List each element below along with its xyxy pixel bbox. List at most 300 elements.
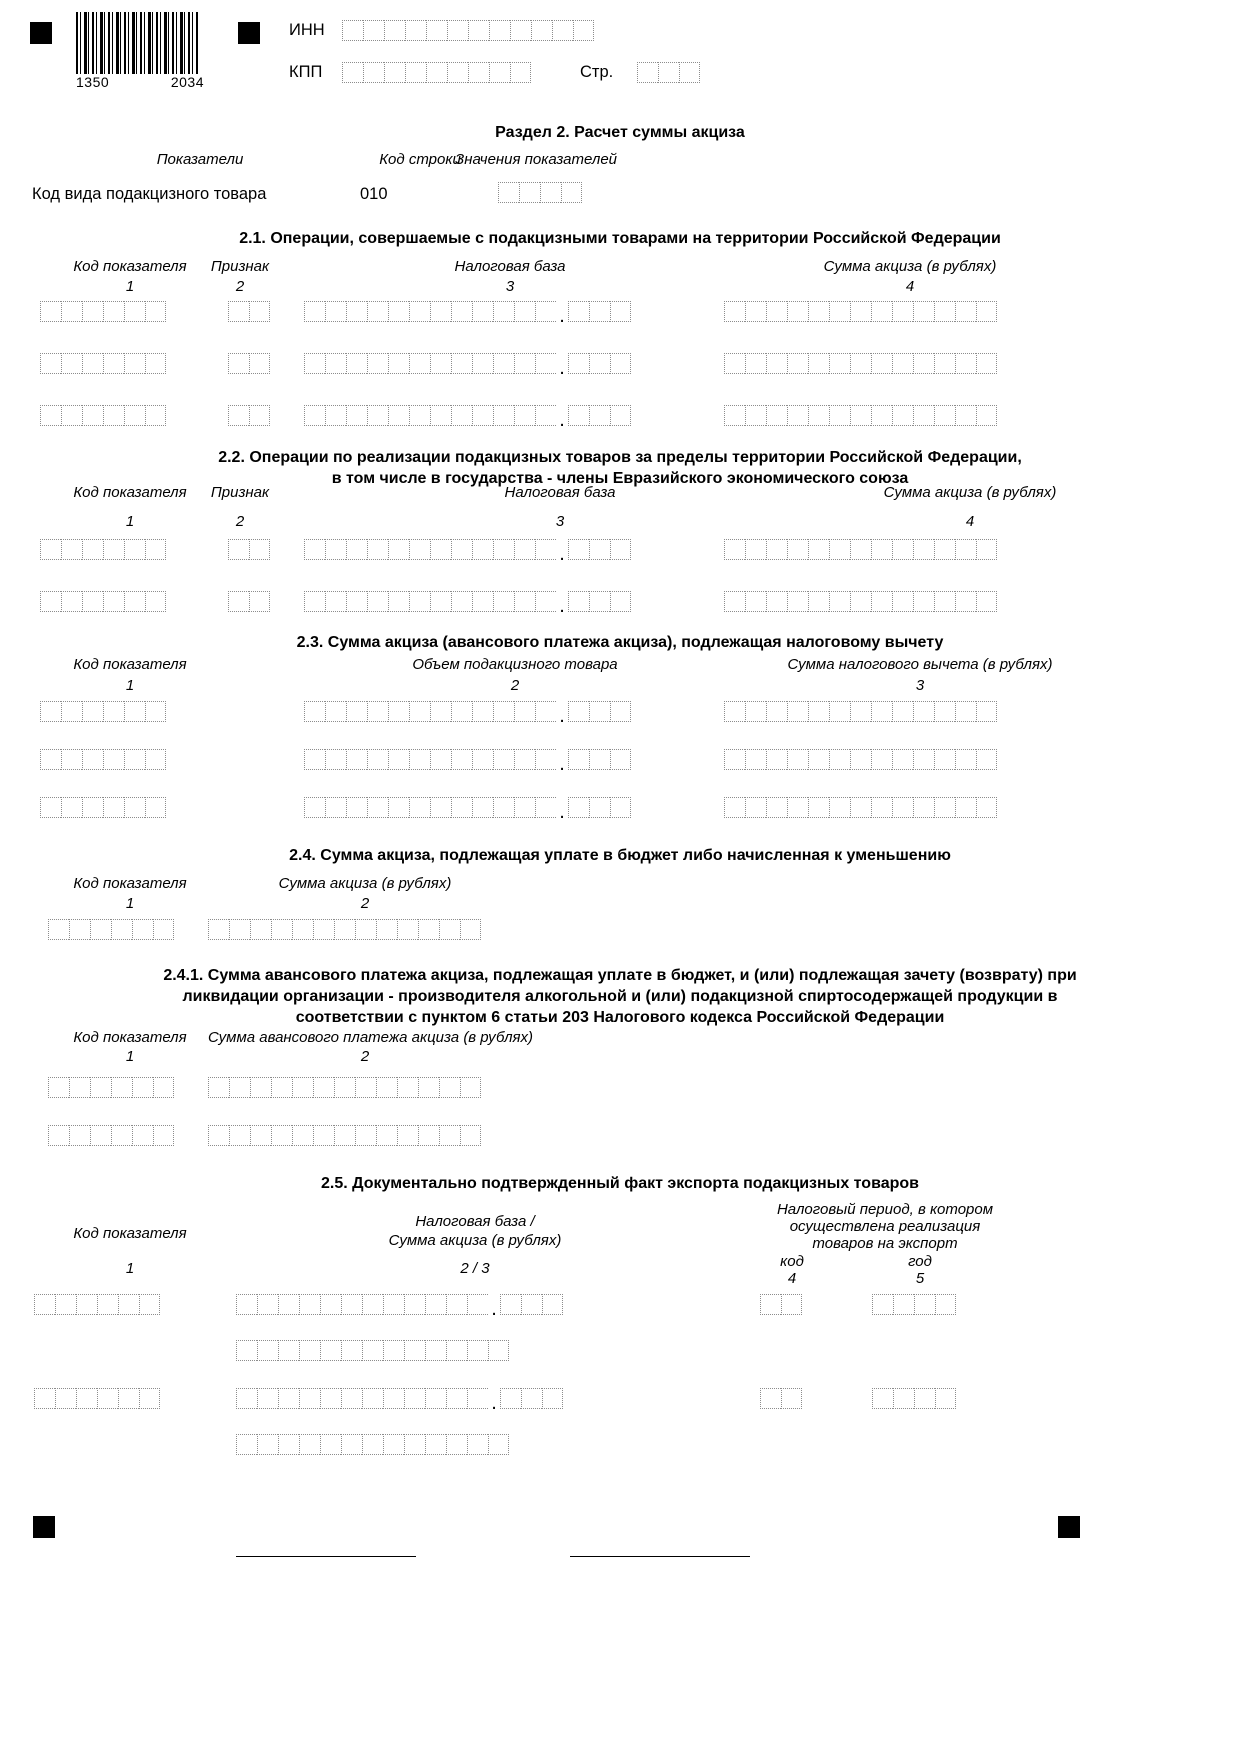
s241-cell[interactable]	[355, 1077, 376, 1098]
s241-cell[interactable]	[208, 1125, 229, 1146]
s21-cell[interactable]	[82, 353, 103, 374]
s22-cell[interactable]	[367, 539, 388, 560]
s23-cell[interactable]	[535, 749, 556, 770]
s21-cell[interactable]	[124, 405, 145, 426]
s21-cell[interactable]	[346, 405, 367, 426]
s22-cell[interactable]	[745, 591, 766, 612]
s25-cell[interactable]	[341, 1388, 362, 1409]
s21-cell[interactable]	[124, 301, 145, 322]
s25-cell[interactable]	[34, 1294, 55, 1315]
page-cell[interactable]	[658, 62, 679, 83]
s22-cell[interactable]	[388, 591, 409, 612]
s24-cell[interactable]	[229, 919, 250, 940]
s22-cell[interactable]	[451, 539, 472, 560]
s22-cell[interactable]	[535, 591, 556, 612]
s22-cell[interactable]	[934, 539, 955, 560]
s25-row-sum[interactable]	[236, 1340, 509, 1361]
s25-cell[interactable]	[872, 1294, 893, 1315]
s23-cell[interactable]	[787, 701, 808, 722]
s21-cell[interactable]	[610, 353, 631, 374]
s25-row-code[interactable]	[34, 1294, 160, 1315]
row-010-cell[interactable]	[540, 182, 561, 203]
s24-cell[interactable]	[48, 919, 69, 940]
s24-cell[interactable]	[208, 919, 229, 940]
s23-cell[interactable]	[451, 701, 472, 722]
inn-cell[interactable]	[573, 20, 594, 41]
s21-row-code[interactable]	[40, 353, 166, 374]
s25-cell[interactable]	[488, 1434, 509, 1455]
s25-cell[interactable]	[935, 1294, 956, 1315]
s21-cell[interactable]	[724, 405, 745, 426]
s23-cell[interactable]	[325, 749, 346, 770]
s22-cell[interactable]	[472, 539, 493, 560]
s23-cell[interactable]	[124, 701, 145, 722]
s25-cell[interactable]	[257, 1388, 278, 1409]
s22-cell[interactable]	[40, 539, 61, 560]
s25-row-code[interactable]	[34, 1388, 160, 1409]
s241-cell[interactable]	[250, 1125, 271, 1146]
inn-cell[interactable]	[468, 20, 489, 41]
s241-cell[interactable]	[132, 1077, 153, 1098]
s21-cell[interactable]	[850, 405, 871, 426]
s24-cell[interactable]	[69, 919, 90, 940]
s21-cell[interactable]	[514, 405, 535, 426]
page-number-input[interactable]	[637, 62, 700, 83]
s23-cell[interactable]	[430, 797, 451, 818]
s23-cell[interactable]	[850, 701, 871, 722]
s21-cell[interactable]	[103, 405, 124, 426]
s23-row-volume[interactable]	[304, 797, 631, 823]
s21-cell[interactable]	[145, 405, 166, 426]
s22-cell[interactable]	[388, 539, 409, 560]
s25-cell[interactable]	[404, 1294, 425, 1315]
s23-cell[interactable]	[934, 749, 955, 770]
s21-cell[interactable]	[766, 301, 787, 322]
s22-cell[interactable]	[124, 591, 145, 612]
s22-cell[interactable]	[589, 539, 610, 560]
s23-cell[interactable]	[367, 749, 388, 770]
s21-cell[interactable]	[808, 301, 829, 322]
s21-cell[interactable]	[103, 353, 124, 374]
s25-cell[interactable]	[139, 1388, 160, 1409]
s22-cell[interactable]	[40, 591, 61, 612]
s23-cell[interactable]	[850, 749, 871, 770]
s241-cell[interactable]	[153, 1077, 174, 1098]
s22-cell[interactable]	[103, 591, 124, 612]
s21-row-sign[interactable]	[228, 353, 270, 374]
s25-cell[interactable]	[542, 1294, 563, 1315]
kpp-cell[interactable]	[489, 62, 510, 83]
s23-cell[interactable]	[124, 797, 145, 818]
s24-cell[interactable]	[334, 919, 355, 940]
s22-cell[interactable]	[145, 539, 166, 560]
s241-cell[interactable]	[355, 1125, 376, 1146]
kpp-cell[interactable]	[447, 62, 468, 83]
s21-cell[interactable]	[955, 301, 976, 322]
s21-row-base[interactable]	[304, 301, 631, 327]
kpp-cell[interactable]	[510, 62, 531, 83]
kpp-cell[interactable]	[342, 62, 363, 83]
s21-cell[interactable]	[787, 405, 808, 426]
s21-cell[interactable]	[568, 301, 589, 322]
s25-cell[interactable]	[362, 1434, 383, 1455]
s24-cell[interactable]	[460, 919, 481, 940]
s241-row-code[interactable]	[48, 1077, 174, 1098]
s22-cell[interactable]	[304, 591, 325, 612]
s23-cell[interactable]	[787, 797, 808, 818]
s25-cell[interactable]	[257, 1294, 278, 1315]
s241-cell[interactable]	[313, 1077, 334, 1098]
s241-cell[interactable]	[292, 1125, 313, 1146]
s241-cell[interactable]	[334, 1125, 355, 1146]
s22-cell[interactable]	[913, 539, 934, 560]
s25-cell[interactable]	[521, 1294, 542, 1315]
s21-cell[interactable]	[787, 301, 808, 322]
inn-cell[interactable]	[531, 20, 552, 41]
s21-cell[interactable]	[745, 353, 766, 374]
s25-cell[interactable]	[425, 1294, 446, 1315]
s23-cell[interactable]	[61, 797, 82, 818]
s23-cell[interactable]	[304, 797, 325, 818]
page-cell[interactable]	[637, 62, 658, 83]
s25-cell[interactable]	[320, 1388, 341, 1409]
s23-cell[interactable]	[103, 749, 124, 770]
s241-cell[interactable]	[418, 1077, 439, 1098]
s25-cell[interactable]	[362, 1388, 383, 1409]
s23-cell[interactable]	[745, 797, 766, 818]
s22-cell[interactable]	[304, 539, 325, 560]
inn-cell[interactable]	[426, 20, 447, 41]
s22-cell[interactable]	[871, 591, 892, 612]
kpp-cell[interactable]	[363, 62, 384, 83]
s21-cell[interactable]	[249, 301, 270, 322]
s21-cell[interactable]	[103, 301, 124, 322]
s23-cell[interactable]	[514, 701, 535, 722]
s21-cell[interactable]	[892, 405, 913, 426]
s25-row-period-year[interactable]	[872, 1388, 956, 1409]
s25-cell[interactable]	[76, 1388, 97, 1409]
s21-cell[interactable]	[514, 301, 535, 322]
s21-cell[interactable]	[304, 301, 325, 322]
s23-cell[interactable]	[61, 701, 82, 722]
s25-cell[interactable]	[76, 1294, 97, 1315]
s21-cell[interactable]	[430, 301, 451, 322]
s25-cell[interactable]	[139, 1294, 160, 1315]
s25-cell[interactable]	[118, 1388, 139, 1409]
s241-cell[interactable]	[153, 1125, 174, 1146]
s25-cell[interactable]	[362, 1340, 383, 1361]
s25-cell[interactable]	[341, 1294, 362, 1315]
s22-cell[interactable]	[808, 591, 829, 612]
s23-cell[interactable]	[724, 701, 745, 722]
s241-cell[interactable]	[292, 1077, 313, 1098]
s22-cell[interactable]	[325, 591, 346, 612]
s21-row-sum[interactable]	[724, 353, 997, 374]
s241-cell[interactable]	[250, 1077, 271, 1098]
s21-cell[interactable]	[346, 353, 367, 374]
s21-cell[interactable]	[955, 353, 976, 374]
s24-cell[interactable]	[418, 919, 439, 940]
s22-cell[interactable]	[82, 591, 103, 612]
s24-cell[interactable]	[153, 919, 174, 940]
s23-cell[interactable]	[40, 749, 61, 770]
s21-row-sum[interactable]	[724, 301, 997, 322]
s23-cell[interactable]	[829, 701, 850, 722]
s25-cell[interactable]	[893, 1388, 914, 1409]
s23-cell[interactable]	[304, 749, 325, 770]
s241-row-sum[interactable]	[208, 1077, 481, 1098]
s21-row-sum[interactable]	[724, 405, 997, 426]
s23-cell[interactable]	[808, 797, 829, 818]
s24-cell[interactable]	[313, 919, 334, 940]
s22-cell[interactable]	[976, 539, 997, 560]
s21-cell[interactable]	[228, 353, 249, 374]
s21-cell[interactable]	[808, 353, 829, 374]
s23-cell[interactable]	[145, 749, 166, 770]
s23-cell[interactable]	[388, 797, 409, 818]
s21-row-code[interactable]	[40, 405, 166, 426]
s21-cell[interactable]	[913, 301, 934, 322]
s23-cell[interactable]	[346, 701, 367, 722]
s25-row-period-year[interactable]	[872, 1294, 956, 1315]
s21-cell[interactable]	[514, 353, 535, 374]
s241-cell[interactable]	[90, 1077, 111, 1098]
s21-cell[interactable]	[430, 405, 451, 426]
s21-cell[interactable]	[535, 301, 556, 322]
s25-cell[interactable]	[935, 1388, 956, 1409]
s25-row-base[interactable]	[236, 1388, 563, 1414]
s21-cell[interactable]	[766, 405, 787, 426]
s25-cell[interactable]	[236, 1294, 257, 1315]
s25-cell[interactable]	[278, 1340, 299, 1361]
s25-cell[interactable]	[500, 1388, 521, 1409]
s24-cell[interactable]	[376, 919, 397, 940]
s241-cell[interactable]	[111, 1125, 132, 1146]
s23-cell[interactable]	[829, 797, 850, 818]
s21-cell[interactable]	[249, 405, 270, 426]
s25-cell[interactable]	[383, 1434, 404, 1455]
s23-cell[interactable]	[610, 701, 631, 722]
s21-cell[interactable]	[367, 353, 388, 374]
s23-cell[interactable]	[388, 749, 409, 770]
s25-cell[interactable]	[425, 1434, 446, 1455]
s25-cell[interactable]	[500, 1294, 521, 1315]
s25-cell[interactable]	[299, 1434, 320, 1455]
kpp-cell[interactable]	[405, 62, 426, 83]
s22-cell[interactable]	[61, 591, 82, 612]
s25-cell[interactable]	[299, 1294, 320, 1315]
s21-cell[interactable]	[955, 405, 976, 426]
s25-cell[interactable]	[425, 1340, 446, 1361]
s25-cell[interactable]	[446, 1294, 467, 1315]
s23-cell[interactable]	[493, 749, 514, 770]
s23-cell[interactable]	[346, 797, 367, 818]
s23-cell[interactable]	[103, 797, 124, 818]
s22-cell[interactable]	[724, 591, 745, 612]
s21-cell[interactable]	[829, 353, 850, 374]
kpp-input[interactable]	[342, 62, 531, 83]
s21-cell[interactable]	[388, 301, 409, 322]
s23-cell[interactable]	[514, 749, 535, 770]
s25-cell[interactable]	[320, 1434, 341, 1455]
s21-cell[interactable]	[976, 353, 997, 374]
s23-cell[interactable]	[871, 701, 892, 722]
s23-cell[interactable]	[472, 797, 493, 818]
s22-cell[interactable]	[568, 539, 589, 560]
kpp-cell[interactable]	[468, 62, 489, 83]
s22-cell[interactable]	[409, 539, 430, 560]
s25-cell[interactable]	[55, 1388, 76, 1409]
s22-row-base[interactable]	[304, 591, 631, 617]
s23-cell[interactable]	[367, 797, 388, 818]
s21-cell[interactable]	[766, 353, 787, 374]
s21-cell[interactable]	[913, 405, 934, 426]
s22-cell[interactable]	[325, 539, 346, 560]
s23-cell[interactable]	[367, 701, 388, 722]
s25-cell[interactable]	[383, 1340, 404, 1361]
s22-cell[interactable]	[103, 539, 124, 560]
row-010-cell[interactable]	[561, 182, 582, 203]
s25-cell[interactable]	[446, 1388, 467, 1409]
s25-cell[interactable]	[914, 1388, 935, 1409]
s22-cell[interactable]	[850, 539, 871, 560]
s22-cell[interactable]	[514, 539, 535, 560]
s21-cell[interactable]	[61, 301, 82, 322]
inn-cell[interactable]	[552, 20, 573, 41]
s22-cell[interactable]	[249, 539, 270, 560]
s21-row-sign[interactable]	[228, 405, 270, 426]
s241-cell[interactable]	[439, 1125, 460, 1146]
s21-cell[interactable]	[124, 353, 145, 374]
s23-cell[interactable]	[724, 749, 745, 770]
s21-cell[interactable]	[913, 353, 934, 374]
s24-cell[interactable]	[111, 919, 132, 940]
s23-cell[interactable]	[892, 749, 913, 770]
s241-cell[interactable]	[397, 1125, 418, 1146]
s23-cell[interactable]	[913, 701, 934, 722]
s22-cell[interactable]	[871, 539, 892, 560]
s25-cell[interactable]	[404, 1434, 425, 1455]
s25-cell[interactable]	[760, 1388, 781, 1409]
s22-cell[interactable]	[228, 591, 249, 612]
s241-cell[interactable]	[208, 1077, 229, 1098]
inn-cell[interactable]	[363, 20, 384, 41]
inn-cell[interactable]	[342, 20, 363, 41]
s23-cell[interactable]	[304, 701, 325, 722]
s22-row-sign[interactable]	[228, 539, 270, 560]
s25-cell[interactable]	[542, 1388, 563, 1409]
s25-cell[interactable]	[383, 1388, 404, 1409]
s25-cell[interactable]	[299, 1340, 320, 1361]
s24-cell[interactable]	[90, 919, 111, 940]
s22-cell[interactable]	[892, 591, 913, 612]
s23-row-deduction[interactable]	[724, 749, 997, 770]
s241-cell[interactable]	[439, 1077, 460, 1098]
s21-cell[interactable]	[493, 405, 514, 426]
s21-cell[interactable]	[892, 301, 913, 322]
s23-cell[interactable]	[589, 701, 610, 722]
s24-row-code[interactable]	[48, 919, 174, 940]
s23-cell[interactable]	[472, 701, 493, 722]
s23-cell[interactable]	[325, 701, 346, 722]
s21-cell[interactable]	[976, 405, 997, 426]
s23-cell[interactable]	[409, 797, 430, 818]
s241-cell[interactable]	[48, 1077, 69, 1098]
s241-cell[interactable]	[132, 1125, 153, 1146]
s25-cell[interactable]	[118, 1294, 139, 1315]
s241-cell[interactable]	[334, 1077, 355, 1098]
s21-row-sign[interactable]	[228, 301, 270, 322]
s241-cell[interactable]	[69, 1125, 90, 1146]
s21-cell[interactable]	[388, 353, 409, 374]
s23-cell[interactable]	[40, 797, 61, 818]
s25-cell[interactable]	[488, 1340, 509, 1361]
s21-cell[interactable]	[451, 301, 472, 322]
s241-row-sum[interactable]	[208, 1125, 481, 1146]
s23-cell[interactable]	[976, 797, 997, 818]
s23-cell[interactable]	[82, 701, 103, 722]
s23-cell[interactable]	[82, 797, 103, 818]
s23-cell[interactable]	[103, 701, 124, 722]
s25-cell[interactable]	[404, 1340, 425, 1361]
s23-cell[interactable]	[955, 749, 976, 770]
s23-row-volume[interactable]	[304, 749, 631, 775]
s241-cell[interactable]	[376, 1077, 397, 1098]
s21-cell[interactable]	[871, 353, 892, 374]
s22-cell[interactable]	[766, 539, 787, 560]
s25-cell[interactable]	[446, 1340, 467, 1361]
s25-cell[interactable]	[257, 1434, 278, 1455]
kpp-cell[interactable]	[384, 62, 405, 83]
inn-cell[interactable]	[489, 20, 510, 41]
row-010-input[interactable]	[498, 182, 582, 203]
s25-cell[interactable]	[781, 1388, 802, 1409]
s241-cell[interactable]	[460, 1077, 481, 1098]
s23-cell[interactable]	[850, 797, 871, 818]
s23-cell[interactable]	[430, 701, 451, 722]
s22-cell[interactable]	[493, 539, 514, 560]
s25-cell[interactable]	[467, 1294, 488, 1315]
s22-cell[interactable]	[934, 591, 955, 612]
s21-cell[interactable]	[787, 353, 808, 374]
s23-cell[interactable]	[610, 797, 631, 818]
s21-cell[interactable]	[346, 301, 367, 322]
s21-cell[interactable]	[409, 301, 430, 322]
s23-cell[interactable]	[145, 797, 166, 818]
s22-cell[interactable]	[472, 591, 493, 612]
s21-cell[interactable]	[409, 405, 430, 426]
s21-cell[interactable]	[145, 301, 166, 322]
s21-cell[interactable]	[430, 353, 451, 374]
s241-cell[interactable]	[90, 1125, 111, 1146]
s21-cell[interactable]	[228, 405, 249, 426]
s23-cell[interactable]	[472, 749, 493, 770]
s21-cell[interactable]	[451, 353, 472, 374]
s25-cell[interactable]	[236, 1388, 257, 1409]
s22-cell[interactable]	[829, 539, 850, 560]
page-cell[interactable]	[679, 62, 700, 83]
inn-input[interactable]	[342, 20, 594, 41]
s23-cell[interactable]	[514, 797, 535, 818]
s23-cell[interactable]	[871, 797, 892, 818]
s21-cell[interactable]	[745, 301, 766, 322]
s21-cell[interactable]	[325, 353, 346, 374]
s23-cell[interactable]	[388, 701, 409, 722]
kpp-cell[interactable]	[426, 62, 447, 83]
s25-cell[interactable]	[299, 1388, 320, 1409]
s25-cell[interactable]	[341, 1434, 362, 1455]
s21-cell[interactable]	[145, 353, 166, 374]
